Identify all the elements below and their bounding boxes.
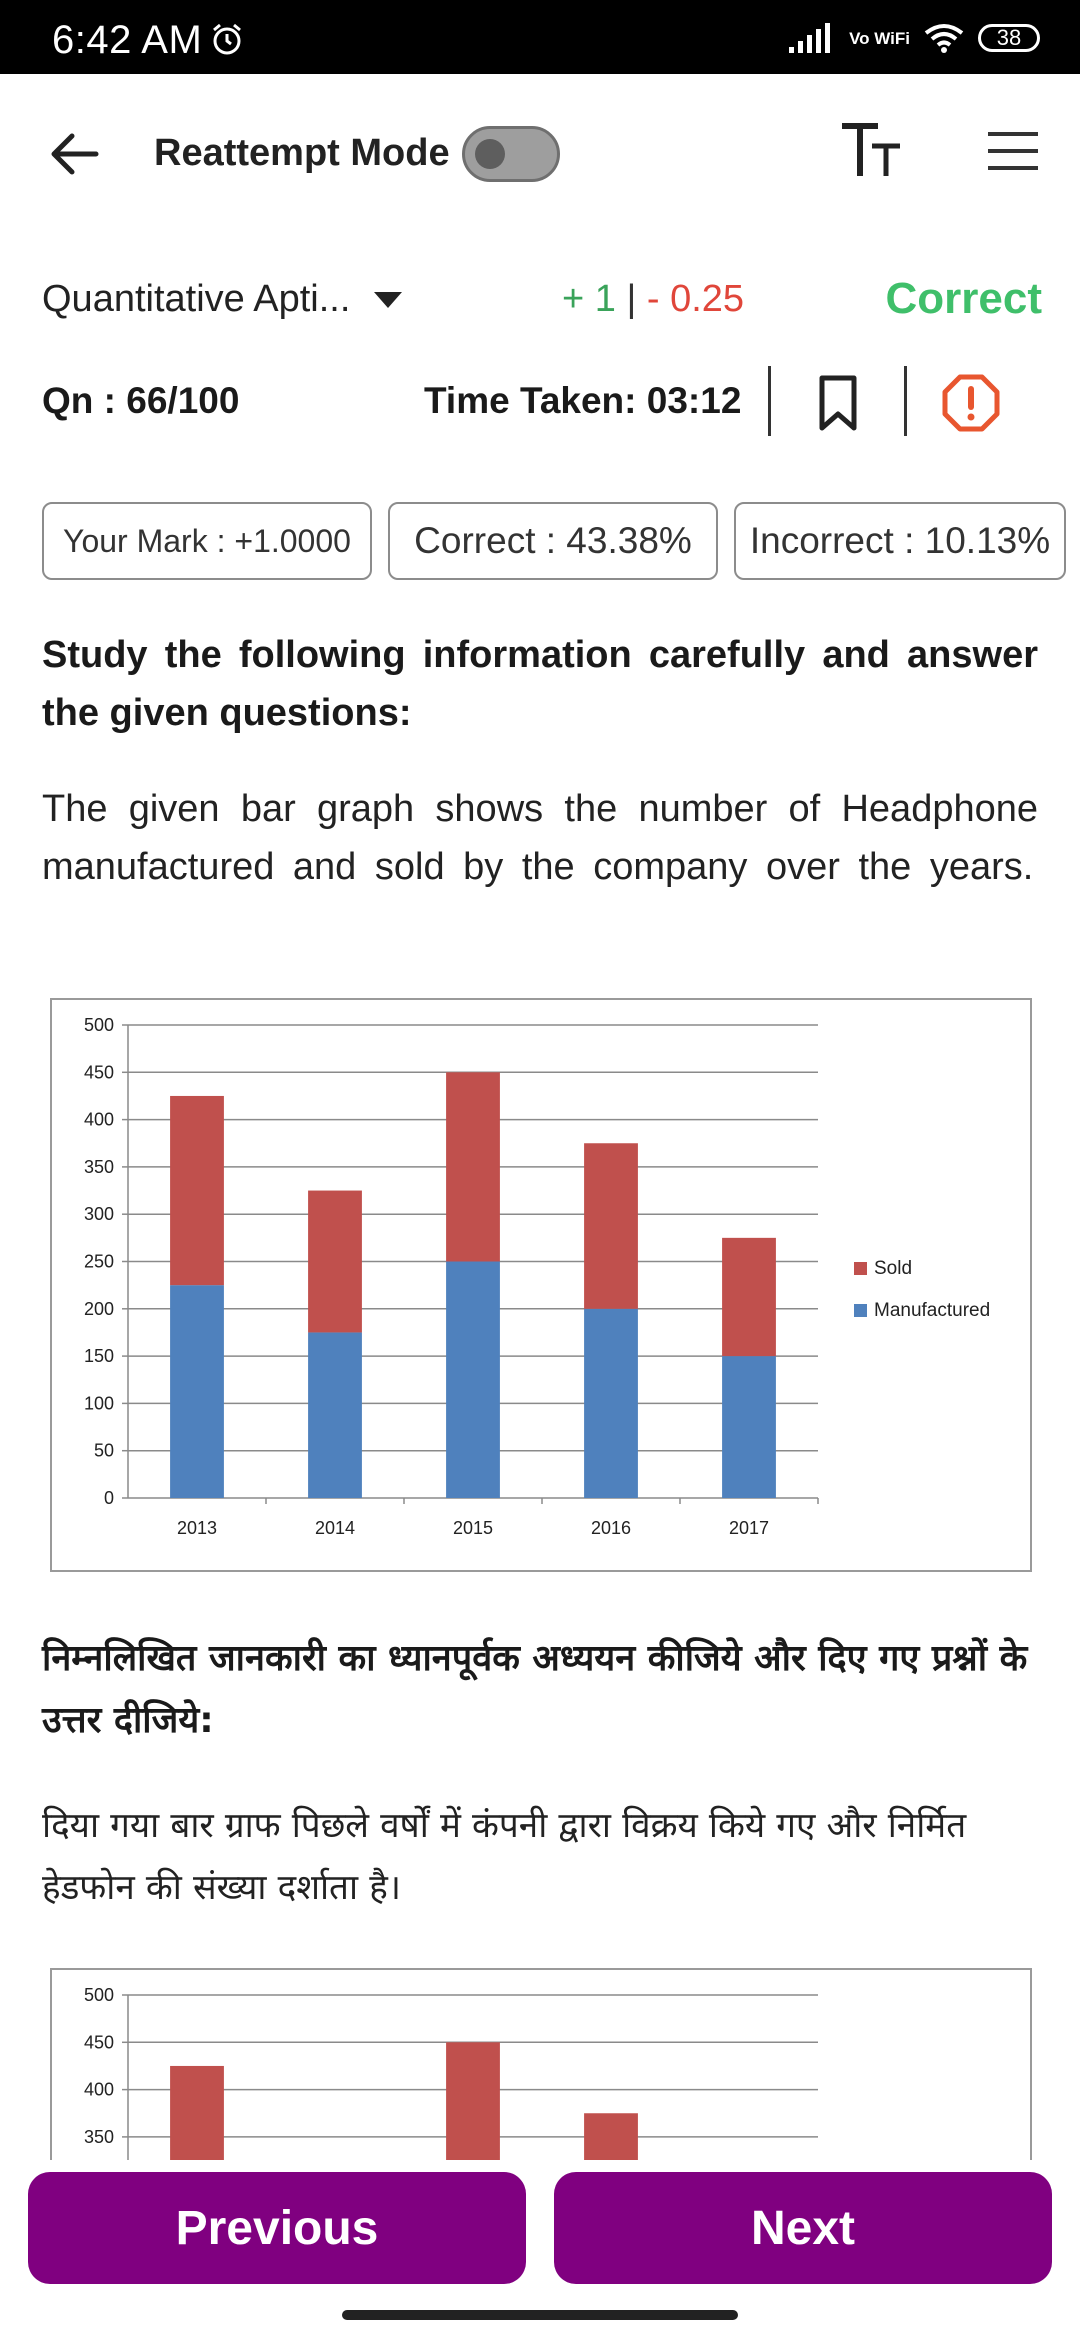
bar-sold-2015 [446, 1072, 500, 1261]
reattempt-mode-label: Reattempt Mode [154, 132, 450, 174]
question-description: The given bar graph shows the number of Headphone manufactured and sold by the company over the years. [42, 788, 1038, 888]
x-tick-label: 2015 [452, 1518, 494, 1538]
signal-icon [789, 23, 835, 53]
y-tick-label: 500 [83, 1015, 114, 1035]
alarm-icon [210, 22, 244, 56]
bar-manufactured-2014 [308, 1332, 362, 1498]
legend-swatch-manufactured [854, 1304, 867, 1317]
time-taken: Time Taken: 03:12 [424, 380, 742, 421]
bar-sold-2016 [584, 1143, 638, 1309]
bar-sold-2013 [170, 2066, 224, 2168]
bar-sold-2017 [722, 1238, 776, 1356]
x-tick-label: 2013 [176, 1518, 218, 1538]
bar-manufactured-2017 [722, 1356, 776, 1498]
reattempt-mode-toggle[interactable] [462, 126, 560, 182]
bar-manufactured-2015 [446, 1262, 500, 1499]
vowifi-label: Vo WiFi [849, 28, 910, 48]
x-tick-label: 2016 [590, 1518, 632, 1538]
bar-chart-hindi-svg [52, 1970, 1032, 2168]
subject-label: Quantitative Apti... [42, 278, 351, 320]
wifi-icon [924, 23, 964, 53]
report-error-icon[interactable] [942, 374, 1000, 432]
back-arrow-icon[interactable] [44, 122, 108, 186]
previous-button[interactable]: Previous [28, 2172, 526, 2284]
bar-manufactured-2016 [584, 1309, 638, 1498]
y-tick-label: 150 [83, 1346, 114, 1367]
bar-sold-2013 [170, 1096, 224, 1285]
bar-chart-svg [52, 1000, 1034, 1574]
status-time: 6:42 AM [52, 18, 203, 62]
correct-percent-text: Correct : 43.38% [414, 520, 692, 561]
y-tick-label: 200 [83, 1298, 114, 1319]
your-mark-badge [42, 502, 372, 580]
negative-mark: - 0.25 [646, 278, 745, 320]
y-tick-label: 450 [83, 1062, 114, 1083]
subject-dropdown[interactable] [42, 278, 402, 321]
status-bar [0, 0, 1080, 74]
correct-percent-badge [388, 502, 718, 580]
divider [904, 366, 907, 436]
bookmark-icon[interactable] [812, 374, 864, 432]
y-tick-label: 400 [83, 2079, 114, 2100]
your-mark-text: Your Mark : +1.0000 [63, 522, 351, 559]
question-description-hindi: दिया गया बार ग्राफ पिछले वर्षों में कंपनी द्वारा विक्रय किये गए और निर्मित हेडफोन की संख्या दर्शाता है। [42, 1806, 967, 1908]
legend-swatch-sold [854, 1262, 867, 1275]
subject-row [42, 274, 1042, 334]
x-tick-label: 2014 [314, 1518, 356, 1538]
toggle-knob [475, 139, 505, 169]
chevron-down-icon [374, 292, 402, 308]
bar-sold-2015 [446, 2042, 500, 2168]
battery-level: 38 [996, 25, 1022, 50]
x-tick-label: 2017 [728, 1518, 770, 1538]
y-tick-label: 500 [83, 1985, 114, 2005]
battery-icon [978, 24, 1040, 52]
positive-mark: + 1 [562, 278, 616, 320]
bar-chart [50, 998, 1032, 1572]
incorrect-percent-text: Incorrect : 10.13% [749, 520, 1051, 561]
hamburger-menu-icon[interactable] [986, 128, 1040, 174]
divider [768, 366, 771, 436]
y-tick-label: 350 [83, 2126, 114, 2147]
question-instruction-hindi: निम्नलिखित जानकारी का ध्यानपूर्वक अध्ययन कीजिये और दिए गए प्रश्नों के उत्तर दीजिये: [42, 1638, 1028, 1741]
bar-sold-2014 [308, 1191, 362, 1333]
app-bar [0, 74, 1080, 234]
question-info-row [42, 366, 1042, 438]
next-button[interactable]: Next [554, 2172, 1052, 2284]
y-tick-label: 50 [93, 1440, 114, 1461]
y-tick-label: 250 [83, 1251, 114, 1272]
incorrect-percent-badge [734, 502, 1066, 580]
y-tick-label: 100 [83, 1393, 114, 1414]
bottom-navigation [0, 2160, 1080, 2340]
home-indicator[interactable] [342, 2310, 738, 2320]
font-size-icon[interactable] [838, 118, 904, 184]
status-icons [789, 16, 1040, 60]
y-tick-label: 400 [83, 1109, 114, 1130]
y-tick-label: 300 [83, 1204, 114, 1225]
y-tick-label: 450 [83, 2032, 114, 2053]
bar-chart-hindi [50, 1968, 1032, 2168]
question-number: Qn : 66/100 [42, 380, 240, 421]
legend-label-manufactured: Manufactured [874, 1300, 991, 1321]
marking-scheme [562, 278, 744, 321]
legend-label-sold: Sold [874, 1258, 913, 1279]
y-tick-label: 350 [83, 1156, 114, 1177]
mark-separator: | [626, 278, 637, 320]
bar-manufactured-2013 [170, 1285, 224, 1498]
result-status: Correct [885, 274, 1042, 323]
y-tick-label: 0 [103, 1488, 114, 1508]
question-instruction: Study the following information carefully and answer the given questions: [42, 634, 1038, 734]
